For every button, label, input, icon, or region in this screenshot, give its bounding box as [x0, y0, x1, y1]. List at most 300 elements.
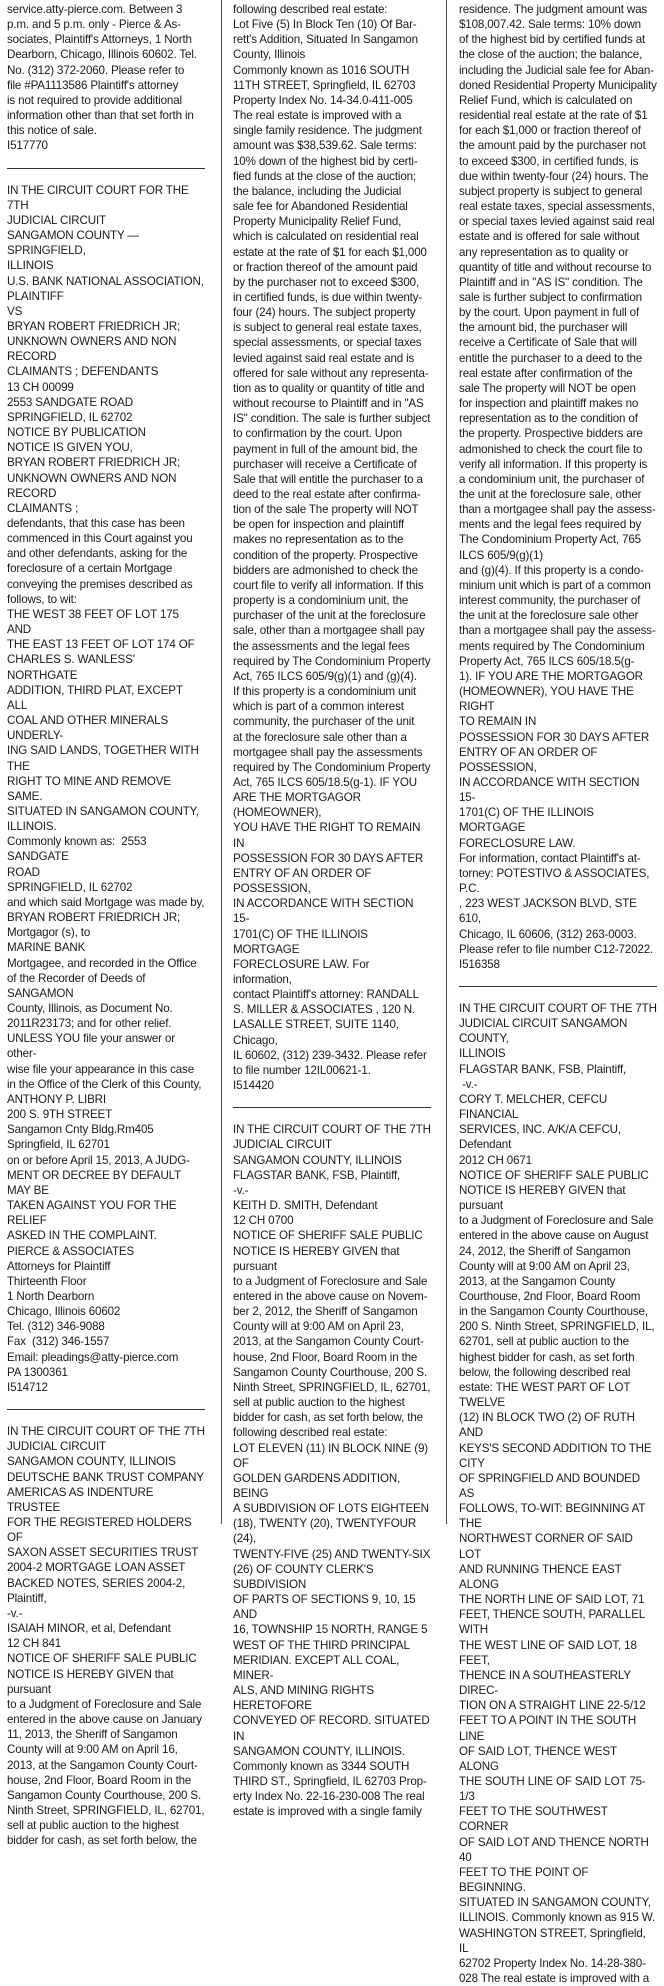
- notice-line: NOTICE IS GIVEN YOU,: [7, 441, 133, 455]
- notice-line: Please refer to file number C12-72022.: [459, 942, 654, 956]
- notice-line: 1701(C) OF THE ILLINOIS MORTGAGE: [233, 927, 371, 956]
- notice-line: community, the purchaser of the unit: [233, 715, 415, 729]
- notice-line: of the highest bid by certified funds at: [459, 33, 646, 47]
- column-divider-1: [221, 0, 222, 1524]
- notice-line: THE NORTH LINE OF SAID LOT, 71: [459, 1593, 645, 1607]
- notice-line: 2012 CH 0671: [459, 1153, 532, 1167]
- legal-notice: [7, 1424, 205, 1848]
- notice-line: than a mortgagee shall pay the assess-: [459, 503, 656, 517]
- notice-line: the assessments and the legal fees: [233, 639, 410, 653]
- notice-line: than a mortgagee shall pay the assess-: [459, 624, 656, 638]
- notice-line: below, the following described real: [459, 1365, 631, 1379]
- notice-line: is not required to provide additional: [7, 93, 182, 107]
- notice-line: 2553 SANDGATE ROAD: [7, 395, 133, 409]
- notice-line: SERVICES, INC. A/K/A CEFCU, Defendant: [459, 1123, 625, 1152]
- notice-line: the balance, including the Judicial: [233, 184, 402, 198]
- notice-line: purchaser will receive a Certificate of: [233, 457, 417, 471]
- notice-line: AND RUNNING THENCE EAST ALONG: [459, 1562, 624, 1591]
- notice-line: POSSESSION FOR 30 DAYS AFTER: [459, 730, 650, 744]
- notice-line: POSSESSION FOR 30 DAYS AFTER: [233, 851, 424, 865]
- notice-line: 24, 2012, the Sheriff of Sangamon: [459, 1244, 631, 1258]
- notice-line: in certified funds, is due within twenty-: [233, 290, 423, 304]
- notice-line: highest bidder for cash, as set forth: [459, 1350, 635, 1364]
- notice-line: ILLINOIS. Commonly known as 915 W.: [459, 1911, 655, 1925]
- notice-line: MARINE BANK: [7, 941, 86, 955]
- notice-separator: [7, 1409, 205, 1410]
- notice-line: JUDICIAL CIRCUIT: [7, 213, 106, 227]
- notice-line: which is calculated on residential real: [233, 230, 419, 244]
- notice-line: to exceed $300, in certified funds, is: [459, 154, 639, 168]
- notice-line: IN THE CIRCUIT COURT OF THE 7TH: [233, 1123, 431, 1137]
- notice-line: information other than that set forth in: [7, 109, 194, 123]
- notice-line: ANTHONY P. LIBRI: [7, 1092, 106, 1106]
- notice-line: UNLESS YOU file your answer or other-: [7, 1032, 179, 1061]
- notice-line: THE WEST 38 FEET OF LOT 175 AND: [7, 607, 182, 637]
- notice-line: to a Judgment of Foreclosure and Sale: [233, 1274, 428, 1288]
- notice-line: torney: POTESTIVO & ASSOCIATES, P.C.: [459, 866, 653, 896]
- notice-line: offered for sale without any representa-: [233, 366, 429, 380]
- notice-line: SPRINGFIELD, IL 62702: [7, 410, 133, 424]
- notice-line: Property Act, 765 ILCS 605/18.5(g-: [459, 654, 635, 668]
- notice-line: Act, 765 ILCS 605/9(g)(1) and (g)(4).: [233, 669, 417, 683]
- notice-line: SANGAMON COUNTY, ILLINOIS: [233, 1153, 402, 1167]
- notice-line: NOTICE OF SHERIFF SALE PUBLIC: [7, 1652, 197, 1666]
- notice-line: Commonly known as 1016 SOUTH: [233, 63, 410, 77]
- notice-line: ISAIAH MINOR, et al, Defendant: [7, 1622, 171, 1636]
- notice-line: fied funds at the close of the auction;: [233, 169, 416, 183]
- notice-line: COAL AND OTHER MINERALS UNDERLY-: [7, 714, 172, 743]
- notice-line: Mortgagor (s), to: [7, 926, 91, 940]
- notice-line: JUDICIAL CIRCUIT SANGAMON COUNTY,: [459, 1017, 631, 1046]
- notice-line: Commonly known as 3344 SOUTH: [233, 1759, 410, 1773]
- notice-line: doned Residential Property Municipality: [459, 78, 657, 92]
- notice-line: FORECLOSURE LAW. For information,: [233, 957, 373, 986]
- notice-line: 2013, at the Sangamon County Court-: [233, 1335, 424, 1349]
- notice-line: (18), TWENTY (20), TWENTYFOUR (24),: [233, 1517, 420, 1546]
- notice-line: house, 2nd Floor, Board Room in the: [233, 1350, 418, 1364]
- notice-line: 11TH STREET, Springfield, IL 62703: [233, 78, 416, 92]
- notice-line: Property Index No. 14-34.0-411-005: [233, 93, 413, 107]
- notice-line: FEET TO THE POINT OF BEGINNING.: [459, 1865, 592, 1895]
- notice-line: IN THE CIRCUIT COURT OF THE 7TH: [7, 1425, 205, 1439]
- notice-line: ments required by The Condominium: [459, 639, 645, 653]
- notice-line: on or before April 15, 2013, A JUDG-: [7, 1153, 190, 1167]
- notice-line: minium unit which is part of a common: [459, 578, 651, 592]
- notice-line: Sangamon County Courthouse, 200 S.: [7, 1788, 202, 1802]
- notice-line: THIRD ST., Springfield, IL 62703 Prop-: [233, 1774, 427, 1788]
- notice-line: any representation as to quality or: [459, 245, 629, 259]
- notice-line: Attorneys for Plaintiff: [7, 1259, 111, 1273]
- legal-notice: [7, 183, 205, 1396]
- notice-line: estate is improved with a single family: [233, 1805, 422, 1819]
- notice-line: Relief Fund, which is calculated on: [459, 93, 633, 107]
- notice-line: tion of the sale The property will NOT: [233, 503, 419, 517]
- notice-line: sell at public auction to the highest: [233, 1396, 405, 1410]
- notice-line: The real estate is improved with a: [233, 109, 402, 123]
- column-3: [459, 2, 657, 1985]
- notice-line: Courthouse, 2nd Floor, Board Room: [459, 1289, 641, 1303]
- notice-line: CORY T. MELCHER, CEFCU FINANCIAL: [459, 1092, 611, 1122]
- notice-line: purchaser of the unit at the foreclosure: [233, 609, 426, 623]
- notice-line: sale The property will NOT be open: [459, 381, 636, 395]
- notice-line: SITUATED IN SANGAMON COUNTY,: [459, 1896, 651, 1910]
- notice-line: without recourse to Plaintiff and in "AS: [233, 397, 424, 411]
- notice-line: at the foreclosure sale other than a: [233, 730, 407, 744]
- notice-line: ARE THE MORTGAGOR (HOMEOWNER),: [233, 791, 364, 820]
- notice-line: which is part of a common interest: [233, 700, 404, 714]
- notice-line: THE EAST 13 FEET OF LOT 174 OF: [7, 638, 195, 652]
- notice-line: NORTHWEST CORNER OF SAID LOT: [459, 1532, 636, 1561]
- notice-line: 1 North Dearborn: [7, 1289, 95, 1303]
- notice-line: LASALLE STREET, SUITE 1140, Chicago,: [233, 1018, 402, 1047]
- notice-line: 028 The real estate is improved with a: [459, 1972, 649, 1985]
- notice-line: to file number 12IL00621-1.: [233, 1063, 371, 1077]
- notice-line: YOU HAVE THE RIGHT TO REMAIN IN: [233, 821, 424, 850]
- notice-line: FOLLOWS, TO-WIT: BEGINNING AT THE: [459, 1502, 648, 1531]
- notice-line: Plaintiff,: [7, 1591, 47, 1605]
- notice-line: NOTICE BY PUBLICATION: [7, 426, 146, 440]
- notice-line: MERIDIAN. EXCEPT ALL COAL, MINER-: [233, 1653, 403, 1682]
- notice-line: I517770: [7, 139, 48, 153]
- notice-line: quantity of title and without recourse to: [459, 260, 652, 274]
- notice-line: single family residence. The judgment: [233, 124, 422, 138]
- notice-line: (HOMEOWNER), YOU HAVE THE RIGHT: [459, 685, 637, 714]
- notice-line: by the court. Upon payment in full of: [459, 306, 640, 320]
- notice-line: If this property is a condominium unit: [233, 685, 417, 699]
- notice-line: is subject to general real estate taxes,: [233, 321, 422, 335]
- notice-line: I514420: [233, 1079, 274, 1093]
- notice-line: house, 2nd Floor, Board Room in the: [7, 1773, 192, 1787]
- notice-line: four (24) hours. The subject property: [233, 306, 416, 320]
- notice-line: real estate taxes, special assessments,: [459, 200, 655, 214]
- notice-line: erty Index No. 22-16-230-008 The real: [233, 1790, 425, 1804]
- notice-line: property is a condominium unit, the: [233, 594, 409, 608]
- notice-line: and (g)(4). If this property is a condo-: [459, 563, 644, 577]
- legal-notice: [233, 1122, 431, 1819]
- notice-line: special assessments, or special taxes: [233, 336, 422, 350]
- notice-line: estate: THE WEST PART OF LOT TWELVE: [459, 1380, 633, 1410]
- notice-line: JUDICIAL CIRCUIT: [233, 1138, 332, 1152]
- notice-line: Act, 765 ILCS 605/18.5(g-1). IF YOU: [233, 775, 417, 789]
- notice-line: the unit at the foreclosure sale, other: [459, 488, 642, 501]
- notice-line: 200 S. Ninth Street, SPRINGFIELD, IL,: [459, 1320, 655, 1334]
- notice-line: interest community, the purchaser of: [459, 594, 641, 608]
- notice-line: (12) IN BLOCK TWO (2) OF RUTH AND: [459, 1411, 638, 1440]
- notice-line: I516358: [459, 957, 500, 971]
- notice-line: FEET TO A POINT IN THE SOUTH LINE: [459, 1714, 640, 1743]
- notice-line: TAKEN AGAINST YOU FOR THE RELIEF: [7, 1199, 180, 1228]
- notice-line: subject property is subject to general: [459, 184, 643, 198]
- notice-line: CLAIMANTS ;: [7, 501, 79, 515]
- notice-line: NOTICE OF SHERIFF SALE PUBLIC: [459, 1168, 649, 1182]
- notice-line: Fax (312) 346-1557: [7, 1335, 110, 1349]
- notice-line: , 223 WEST JACKSON BLVD, STE 610,: [459, 897, 640, 926]
- notice-line: bidder for cash, as set forth below, the: [7, 1834, 197, 1848]
- notice-line: CHARLES S. WANLESS' NORTHGATE: [7, 653, 138, 682]
- notice-line: Dearborn, Chicago, Illinois 60602. Tel.: [7, 48, 197, 62]
- notice-line: due within twenty-four (24) hours. The: [459, 169, 649, 183]
- notice-line: FORECLOSURE LAW.: [459, 836, 576, 850]
- notice-line: BRYAN ROBERT FRIEDRICH JR;: [7, 911, 181, 925]
- notice-line: THE SOUTH LINE OF SAID LOT 75-1/3: [459, 1774, 646, 1804]
- notice-separator: [7, 168, 205, 169]
- notice-line: Commonly known as: 2553 SANDGATE: [7, 835, 150, 864]
- notice-line: TO REMAIN IN: [459, 715, 537, 729]
- notice-line: the unit at the foreclosure sale other: [459, 609, 639, 623]
- notice-line: residence. The judgment amount was: [459, 3, 648, 16]
- notice-line: a condominium unit, the purchaser of: [459, 472, 645, 486]
- notice-line: CLAIMANTS ; DEFENDANTS: [7, 365, 159, 379]
- notice-line: NOTICE IS HEREBY GIVEN that pursuant: [7, 1667, 177, 1696]
- notice-line: TWENTY-FIVE (25) AND TWENTY-SIX: [233, 1547, 431, 1561]
- notice-line: NOTICE OF SHERIFF SALE PUBLIC: [233, 1229, 423, 1243]
- notice-line: sociates, Plaintiff's Attorneys, 1 North: [7, 33, 192, 47]
- notice-line: PA 1300361: [7, 1365, 68, 1379]
- notice-line: entered in the above cause on Novem-: [233, 1289, 428, 1303]
- notice-line: 62701, sell at public auction to the: [459, 1335, 629, 1349]
- notice-line: 12 CH 0700: [233, 1214, 294, 1228]
- notice-line: THENCE IN A SOUTHEASTERLY DIREC-: [459, 1668, 634, 1698]
- notice-line: NOTICE IS HEREBY GIVEN that pursuant: [459, 1183, 629, 1213]
- notice-line: U.S. BANK NATIONAL ASSOCIATION,: [7, 274, 204, 288]
- notice-line: following described real estate:: [233, 1426, 388, 1440]
- notice-line: in the Sangamon County Courthouse,: [459, 1305, 648, 1319]
- notice-line: 10% down of the highest bid by certi-: [233, 154, 418, 168]
- notice-line: 200 S. 9TH STREET: [7, 1108, 113, 1122]
- notice-line: ROAD: [7, 865, 40, 879]
- notice-line: conveying the premises described as: [7, 577, 193, 591]
- notice-line: Property Municipality Relief Fund,: [233, 215, 402, 229]
- notice-line: ments and the legal fees required by: [459, 518, 642, 532]
- notice-line: ADDITION, THIRD PLAT, EXCEPT ALL: [7, 683, 185, 712]
- notice-line: ASKED IN THE COMPLAINT.: [7, 1229, 157, 1243]
- notice-line: or special taxes levied against said real: [459, 215, 655, 229]
- notice-line: the amount bid, the purchaser will: [459, 321, 628, 335]
- notice-line: UNKNOWN OWNERS AND NON RECORD: [7, 335, 180, 364]
- notice-line: ENTRY OF AN ORDER OF POSSESSION,: [233, 866, 375, 896]
- notice-line: SANGAMON COUNTY, ILLINOIS: [7, 1455, 176, 1469]
- notice-line: Thirteenth Floor: [7, 1274, 87, 1288]
- notice-line: entered in the above cause on August: [459, 1229, 649, 1243]
- legal-notice: [7, 2, 205, 154]
- notice-line: County will at 9:00 AM on April 16,: [7, 1743, 178, 1757]
- notice-line: of the Recorder of Deeds of SANGAMON: [7, 971, 149, 1000]
- notice-line: SANGAMON COUNTY — SPRINGFIELD,: [7, 229, 142, 258]
- notice-line: OF PARTS OF SECTIONS 9, 10, 15 AND: [233, 1593, 418, 1622]
- notice-line: SANGAMON COUNTY, ILLINOIS.: [233, 1744, 405, 1758]
- notice-line: SITUATED IN SANGAMON COUNTY,: [7, 804, 199, 818]
- notice-line: 2013, at the Sangamon County Court-: [7, 1758, 198, 1772]
- notice-line: estate and is offered for sale without: [459, 230, 640, 244]
- notice-line: County will at 9:00 AM on April 23,: [233, 1320, 404, 1334]
- notice-line: IS" condition. The sale is further subject: [233, 412, 431, 426]
- notice-line: the property. Prospective bidders are: [459, 427, 643, 441]
- notice-line: 2004-2 MORTGAGE LOAN ASSET: [7, 1561, 186, 1575]
- notice-line: to a Judgment of Foreclosure and Sale: [7, 1697, 202, 1711]
- notice-line: KEYS'S SECOND ADDITION TO THE CITY: [459, 1441, 655, 1470]
- notice-line: OF SPRINGFIELD AND BOUNDED AS: [459, 1471, 643, 1500]
- notice-line: (26) OF COUNTY CLERK'S SUBDIVISION: [233, 1562, 377, 1591]
- notice-line: FLAGSTAR BANK, FSB, Plaintiff,: [233, 1168, 401, 1182]
- notice-line: IN THE CIRCUIT COURT FOR THE 7TH: [7, 183, 192, 212]
- notice-line: entitle the purchaser to a deed to the: [459, 351, 643, 365]
- notice-line: 2013, at the Sangamon County: [459, 1274, 616, 1288]
- notice-line: MENT OR DECREE BY DEFAULT MAY BE: [7, 1168, 184, 1197]
- notice-line: real estate after confirmation of the: [459, 366, 633, 380]
- notice-line: SAXON ASSET SECURITIES TRUST: [7, 1546, 199, 1560]
- notice-line: ber 2, 2012, the Sheriff of Sangamon: [233, 1305, 418, 1319]
- notice-line: CONVEYED OF RECORD. SITUATED IN: [233, 1714, 433, 1743]
- notice-line: condition of the property. Prospective: [233, 548, 418, 562]
- notice-line: -v.-: [7, 1606, 23, 1620]
- notice-line: sale, other than a mortgagee shall pay: [233, 624, 425, 638]
- notice-line: PLAINTIFF: [7, 289, 64, 303]
- notice-line: WEST OF THE THIRD PRINCIPAL: [233, 1638, 410, 1652]
- notice-line: IN THE CIRCUIT COURT OF THE 7TH: [459, 1002, 657, 1015]
- notice-line: 2011R23173; and for other relief.: [7, 1017, 172, 1031]
- column-divider-2: [446, 0, 447, 1524]
- notice-line: be open for inspection and plaintiff: [233, 518, 404, 532]
- legal-notice: [459, 1001, 657, 1986]
- notice-line: FEET, THENCE SOUTH, PARALLEL WITH: [459, 1608, 648, 1637]
- notice-line: County, Illinois: [233, 48, 306, 62]
- notice-line: sell at public auction to the highest: [7, 1819, 179, 1833]
- notice-line: BRYAN ROBERT FRIEDRICH JR;: [7, 319, 181, 333]
- notice-line: representation as to the condition of: [459, 412, 638, 426]
- notice-line: payment in full of the amount bid, the: [233, 442, 418, 456]
- notice-line: 11, 2013, the Sheriff of Sangamon: [7, 1728, 178, 1742]
- notice-line: amount was $38,539.62. Sale terms:: [233, 139, 417, 153]
- notice-line: UNKNOWN OWNERS AND NON RECORD: [7, 471, 180, 500]
- notice-line: THE WEST LINE OF SAID LOT, 18 FEET,: [459, 1638, 640, 1667]
- notice-line: 1701(C) OF THE ILLINOIS MORTGAGE: [459, 806, 597, 835]
- notice-line: LOT ELEVEN (11) IN BLOCK NINE (9) OF: [233, 1441, 432, 1470]
- notice-line: required by The Condominium Property: [233, 760, 431, 774]
- notice-line: wise file your appearance in this case: [7, 1062, 194, 1076]
- notice-line: DEUTSCHE BANK TRUST COMPANY: [7, 1470, 204, 1484]
- notice-line: including the Judicial sale fee for Aban-: [459, 63, 654, 77]
- notice-line: defendants, that this case has been: [7, 517, 185, 530]
- notice-line: For information, contact Plaintiff's at-: [459, 851, 641, 865]
- notice-line: by the purchaser not to exceed $300,: [233, 275, 420, 289]
- notice-line: Ninth Street, SPRINGFIELD, IL, 62701,: [7, 1803, 205, 1817]
- notice-line: -v.-: [459, 1077, 478, 1091]
- notice-line: contact Plaintiff's attorney: RANDALL: [233, 988, 419, 1002]
- notice-line: to confirmation by the court. Upon: [233, 427, 402, 441]
- notice-line: 62702 Property Index No. 14-28-380-: [459, 1956, 646, 1970]
- notice-line: ILLINOIS: [7, 259, 54, 273]
- notice-line: deed to the real estate after confirma-: [233, 488, 421, 501]
- notice-line: KEITH D. SMITH, Defendant: [233, 1199, 378, 1213]
- notice-line: file #PA1113586 Plaintiff's attorney: [7, 78, 179, 92]
- notice-line: levied against said real estate and is: [233, 351, 415, 365]
- notice-line: AMERICAS AS INDENTURE TRUSTEE: [7, 1485, 157, 1514]
- notice-line: receive a Certificate of Sale that will: [459, 336, 637, 350]
- notice-line: following described real estate:: [233, 3, 388, 16]
- notice-line: for inspection and plaintiff makes no: [459, 397, 639, 411]
- notice-line: bidder for cash, as set forth below, the: [233, 1411, 423, 1425]
- notice-line: or fraction thereof of the amount paid: [233, 260, 418, 274]
- notice-line: 13 CH 00099: [7, 380, 74, 394]
- notice-line: ILCS 605/9(g)(1): [459, 548, 543, 562]
- notice-line: sale fee for Abandoned Residential: [233, 200, 408, 214]
- notice-line: entered in the above cause on January: [7, 1713, 202, 1727]
- notice-line: $108,007.42. Sale terms: 10% down: [459, 18, 641, 32]
- notice-line: ILLINOIS: [459, 1047, 506, 1061]
- notice-line: required by The Condominium Property: [233, 654, 431, 668]
- notice-line: makes no representation as to the: [233, 533, 404, 547]
- notice-line: IN ACCORDANCE WITH SECTION 15-: [459, 775, 643, 805]
- notice-line: the close of the auction; the balance,: [459, 48, 643, 62]
- notice-line: -v.-: [233, 1183, 249, 1197]
- notice-line: FEET TO THE SOUTHWEST CORNER: [459, 1805, 611, 1834]
- notice-line: tion as to quality or quantity of title and: [233, 381, 425, 395]
- column-1: [7, 2, 205, 1848]
- notice-line: ENTRY OF AN ORDER OF POSSESSION,: [459, 745, 601, 774]
- notice-line: and other defendants, asking for the: [7, 547, 188, 561]
- notice-line: mortgagee shall pay the assessments: [233, 745, 423, 759]
- notice-line: Mortgagee, and recorded in the Office: [7, 956, 197, 970]
- notice-line: to a Judgment of Foreclosure and Sale: [459, 1214, 654, 1228]
- notice-line: Chicago, IL 60606, (312) 263-0003.: [459, 927, 637, 941]
- notice-line: bidders are admonished to check the: [233, 563, 418, 577]
- notice-line: ING SAID LANDS, TOGETHER WITH THE: [7, 744, 202, 773]
- notice-line: S. MILLER & ASSOCIATES , 120 N.: [233, 1003, 415, 1017]
- notice-line: ALS, AND MINING RIGHTS HERETOFORE: [233, 1684, 378, 1713]
- notice-line: OF SAID LOT AND THENCE NORTH 40: [459, 1835, 652, 1864]
- notice-line: service.atty-pierce.com. Between 3: [7, 3, 183, 16]
- notice-line: IL 60602, (312) 239-3432. Please refer: [233, 1048, 427, 1062]
- notice-line: Springfield, IL 62701: [7, 1138, 110, 1152]
- notice-line: 16, TOWNSHIP 15 NORTH, RANGE 5: [233, 1623, 428, 1637]
- notice-line: the amount paid by the purchaser not: [459, 139, 646, 153]
- notice-line: I514712: [7, 1380, 48, 1394]
- notice-line: residential real estate at the rate of $1: [459, 109, 648, 123]
- notice-line: RIGHT TO MINE AND REMOVE SAME.: [7, 774, 174, 803]
- notice-line: County will at 9:00 AM on April 23,: [459, 1259, 630, 1273]
- notice-line: Sangamon Cnty Bldg.Rm405: [7, 1123, 154, 1137]
- notice-line: 12 CH 841: [7, 1637, 62, 1651]
- notice-line: NOTICE IS HEREBY GIVEN that pursuant: [233, 1244, 403, 1273]
- notice-line: IN ACCORDANCE WITH SECTION 15-: [233, 897, 417, 926]
- column-2: [233, 2, 433, 1819]
- notice-line: SPRINGFIELD, IL 62702: [7, 880, 133, 894]
- legal-notice: [233, 2, 431, 1093]
- notice-line: BACKED NOTES, SERIES 2004-2,: [7, 1576, 186, 1590]
- notice-line: PIERCE & ASSOCIATES: [7, 1244, 135, 1258]
- notice-line: p.m. and 5 p.m. only - Pierce & As-: [7, 18, 181, 32]
- notice-line: ILLINOIS.: [7, 820, 57, 834]
- notice-line: WASHINGTON STREET, Springfield, IL: [459, 1926, 649, 1955]
- legal-notice: [459, 2, 657, 972]
- notice-line: VS: [7, 304, 23, 318]
- notice-line: and which said Mortgage was made by,: [7, 895, 205, 909]
- notice-line: GOLDEN GARDENS ADDITION, BEING: [233, 1471, 404, 1500]
- notice-separator: [233, 1107, 431, 1108]
- notice-line: Email: pleadings@atty-pierce.com: [7, 1350, 179, 1364]
- notice-separator: [459, 986, 657, 987]
- notice-line: BRYAN ROBERT FRIEDRICH JR;: [7, 456, 181, 470]
- notice-line: The Condominium Property Act, 765: [459, 533, 641, 547]
- notice-line: court file to verify all information. If this: [233, 578, 424, 592]
- notice-line: verify all information. If this property is: [459, 457, 648, 471]
- notice-line: OF SAID LOT, THENCE WEST ALONG: [459, 1744, 620, 1773]
- notice-line: rett's Addition, Situated In Sangamon: [233, 33, 418, 47]
- notice-line: Plaintiff and in "AS IS" condition. The: [459, 275, 643, 289]
- notice-line: County, Illinois, as Document No.: [7, 1002, 173, 1015]
- notice-line: A SUBDIVISION OF LOTS EIGHTEEN: [233, 1502, 429, 1516]
- notice-line: No. (312) 372-2060. Please refer to: [7, 63, 185, 77]
